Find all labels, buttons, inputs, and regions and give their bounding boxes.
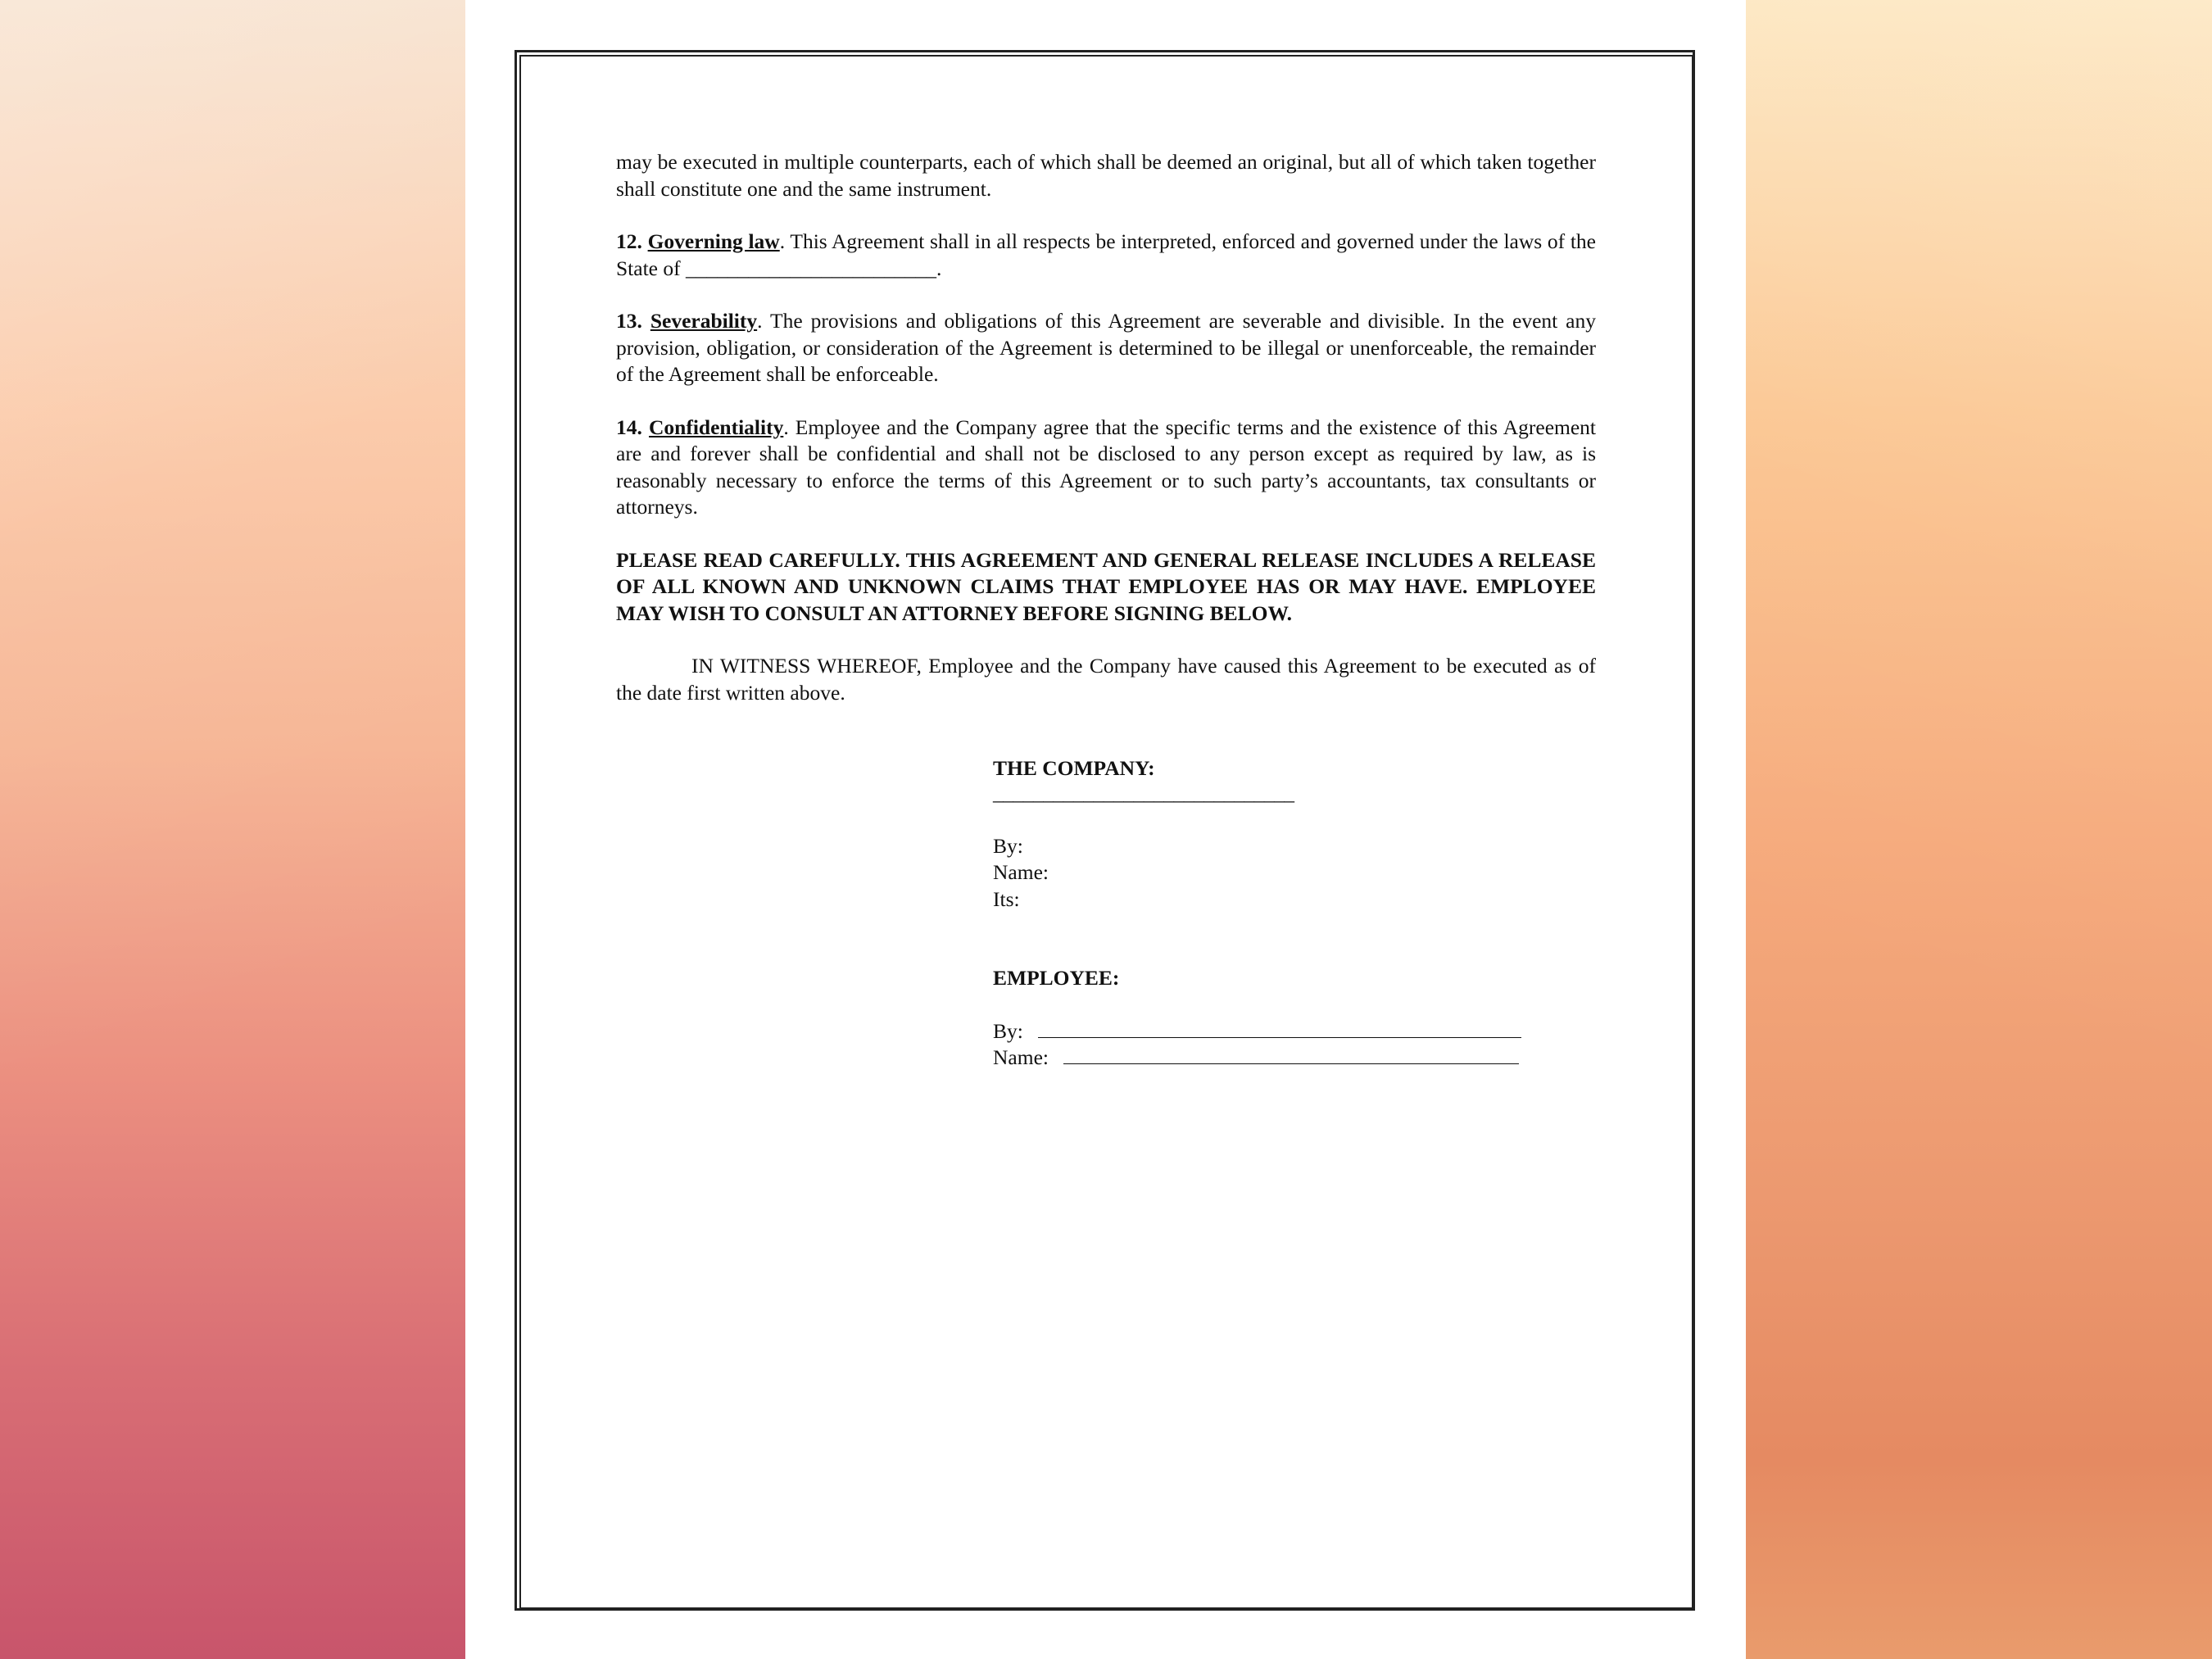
continuation-paragraph: may be executed in multiple counterparts, each of which shall be deemed an original, but all of which taken together shall constitute one and the same instrument. — [616, 150, 1596, 201]
employee-name-signature-line[interactable] — [1063, 1045, 1519, 1064]
section-number: 13. — [616, 309, 642, 333]
document-body — [616, 149, 1596, 732]
section-text: . This Agreement shall in all respects be interpreted, enforced and governed under the laws of the State of ________________________. — [616, 229, 1597, 280]
employee-name-label: Name: — [993, 1045, 1049, 1069]
release-warning: PLEASE READ CAREFULLY. THIS AGREEMENT AND GENERAL RELEASE INCLUDES A RELEASE OF ALL KNOWN AND UNKNOWN CLAIMS THAT EMPLOYEE HAS OR MAY HAVE. EMPLOYEE MAY WISH TO CONSULT AN ATTORNEY BEFORE SIGNING BELOW. — [616, 547, 1596, 625]
section-number: 12. — [616, 229, 642, 253]
employee-heading: EMPLOYEE: — [993, 966, 1120, 990]
employee-by-row — [993, 1018, 1566, 1045]
section-heading: Confidentiality — [648, 415, 784, 439]
company-its-label: Its: — [993, 886, 1020, 911]
company-heading: THE COMPANY: — [993, 756, 1155, 780]
section-text: . The provisions and obligations of this Agreement are severable and divisible. In the event any provision, obligation, or consideration of the Agreement is determined to be illegal or unenforceable, the remainder of the Agreement shall be enforceable. — [616, 309, 1596, 386]
employee-name-row — [993, 1045, 1566, 1072]
section-confidentiality — [616, 415, 1596, 521]
employee-by-label: By: — [993, 1018, 1023, 1043]
section-severability — [616, 308, 1596, 388]
section-number: 14. — [616, 415, 642, 439]
employee-by-signature-line[interactable] — [1038, 1019, 1521, 1038]
company-signature-line: ______________________________ — [993, 780, 1294, 805]
company-name-label: Name: — [993, 860, 1049, 884]
document-page — [465, 0, 1746, 1659]
section-text: . Employee and the Company agree that the specific terms and the existence of this Agreement are and forever shall be confidential and shall not be disclosed to any person except as required by law, as is reasonably necessary to enforce the terms of this Agreement or to such party’s accountants, tax consultants or attorneys. — [616, 415, 1597, 519]
witness-paragraph: IN WITNESS WHEREOF, Employee and the Company have caused this Agreement to be executed as of the date first written above. — [616, 654, 1596, 705]
background-right-shine — [1746, 0, 2212, 1659]
section-heading: Severability — [650, 309, 758, 333]
background-left-shine — [0, 0, 465, 1659]
section-heading: Governing law — [647, 229, 780, 253]
company-by-label: By: — [993, 833, 1023, 858]
section-governing-law — [616, 229, 1596, 282]
signature-block — [993, 755, 1566, 1072]
